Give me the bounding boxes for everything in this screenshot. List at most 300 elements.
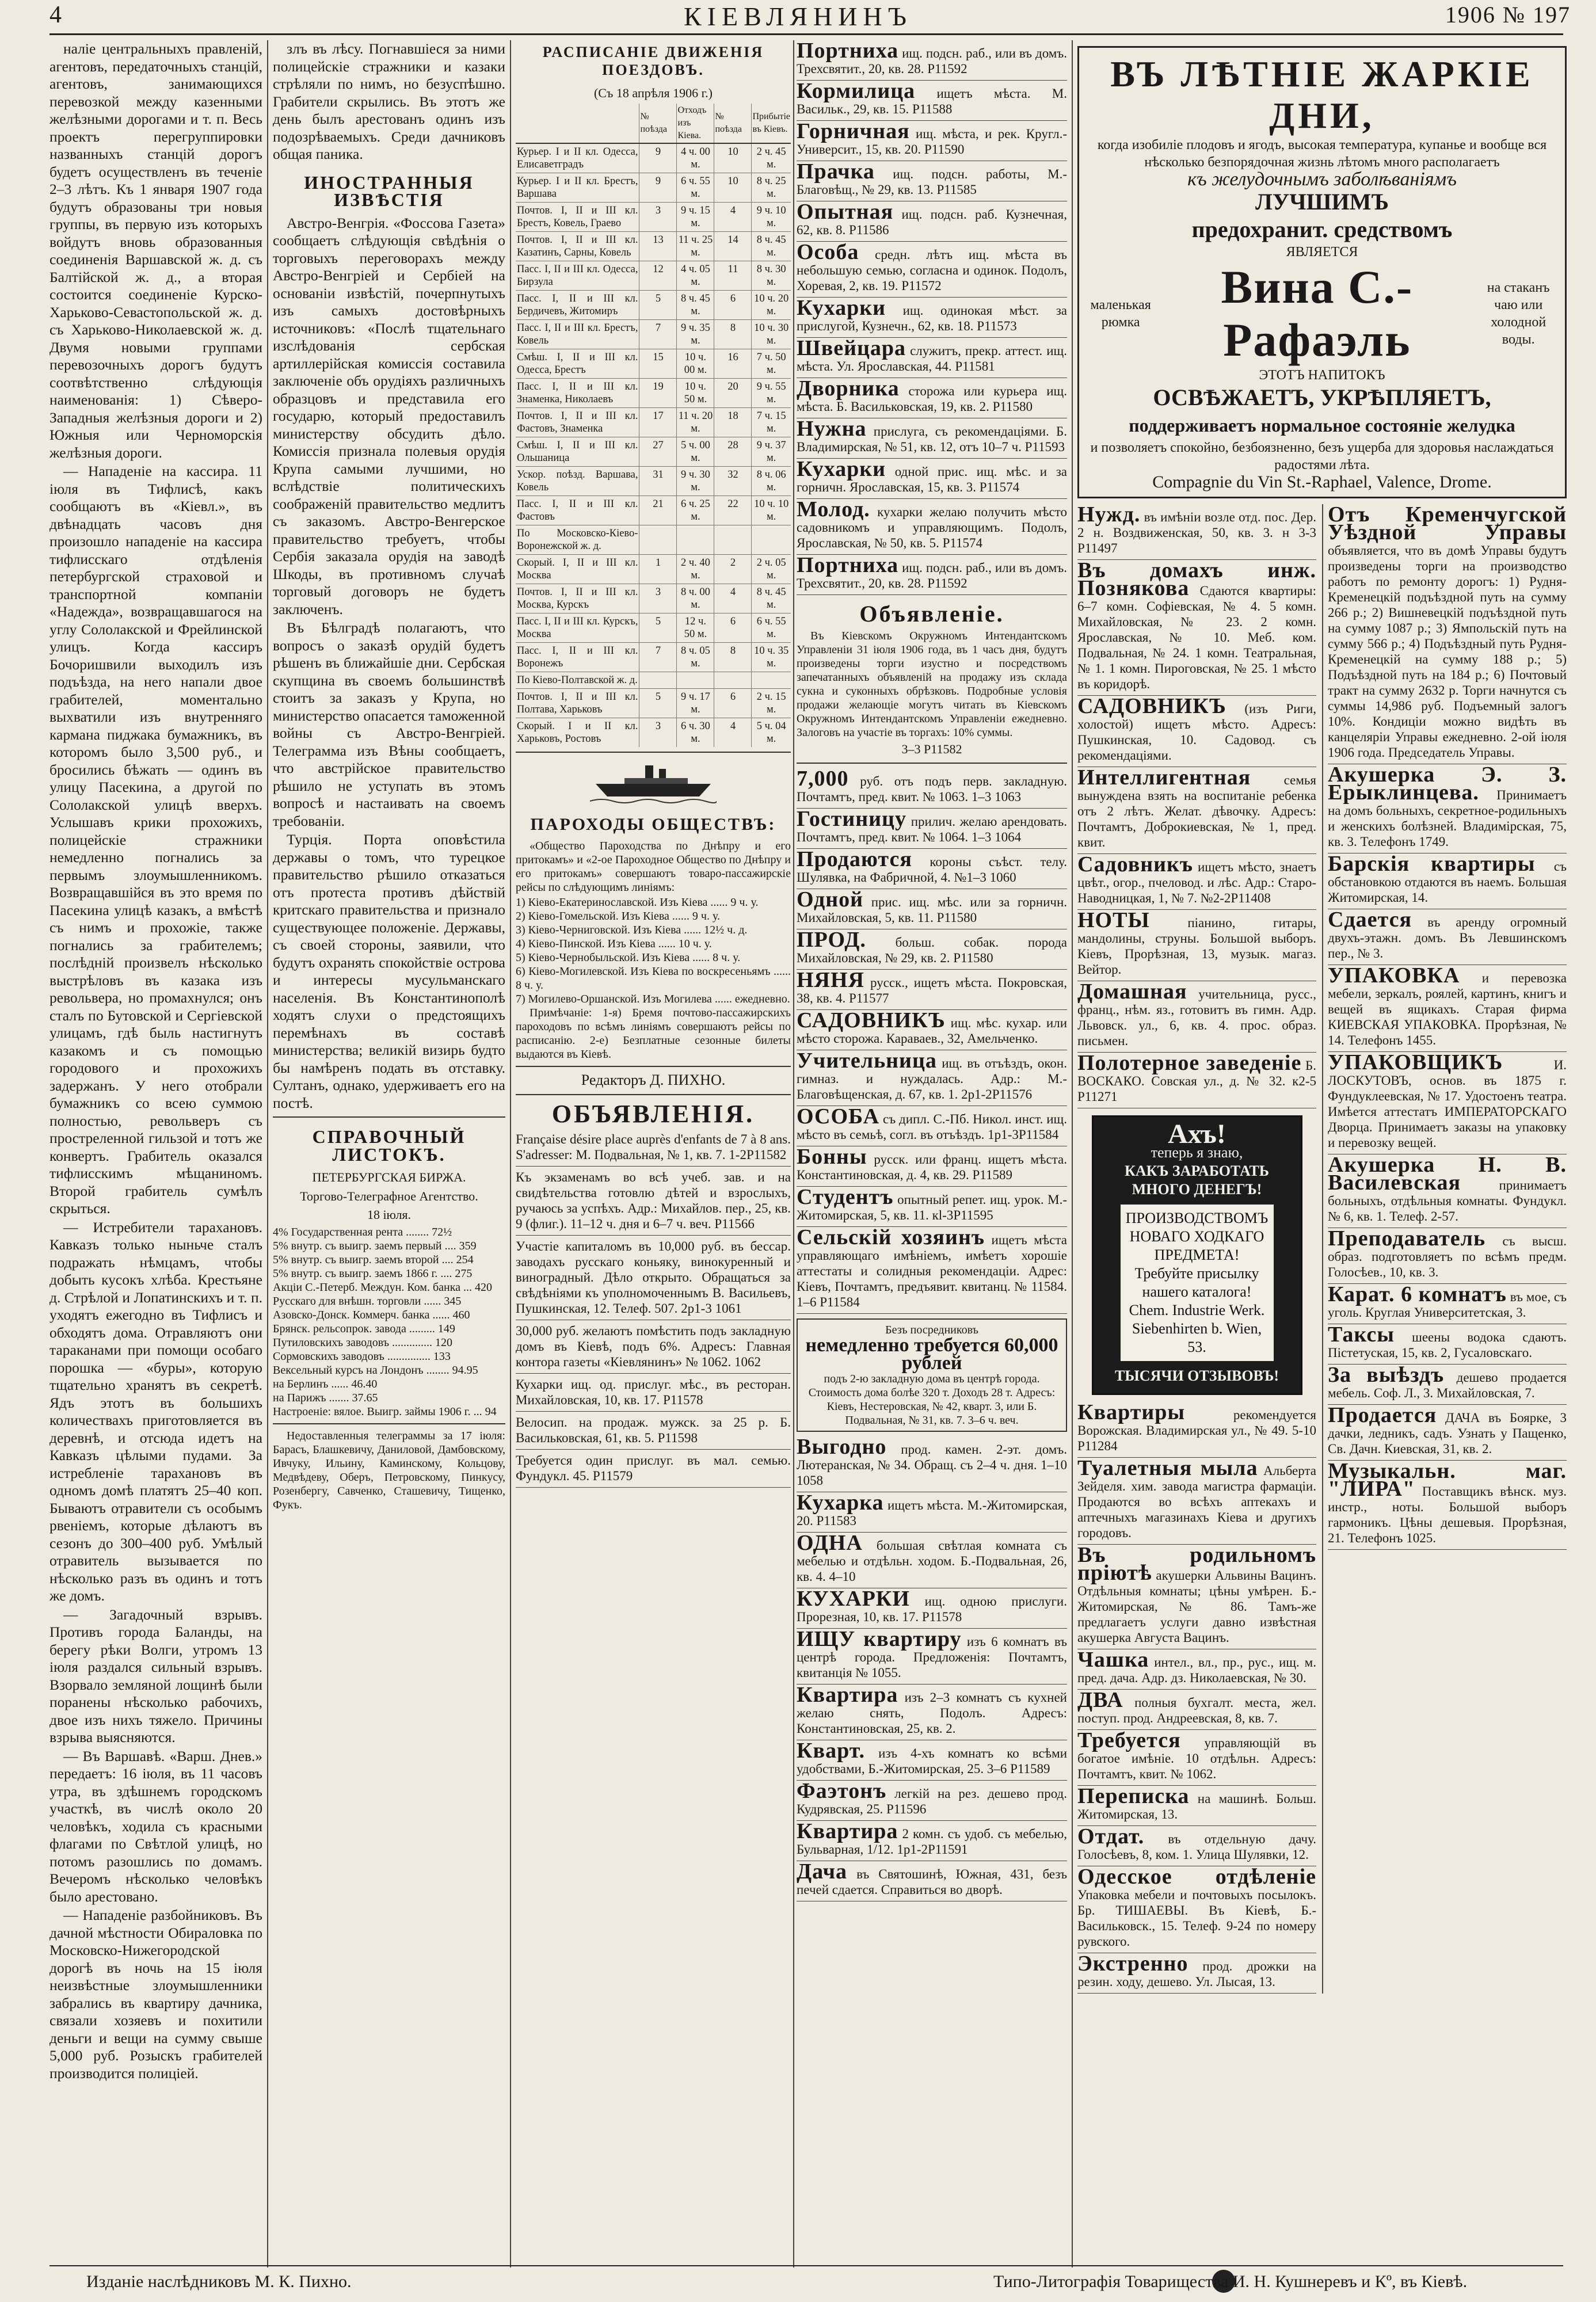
classified-ad bbox=[1077, 767, 1316, 854]
classified-ad bbox=[1077, 1458, 1316, 1545]
exchange-row: Акціи С.-Петерб. Междун. Ком. банка ... 420 bbox=[273, 1280, 492, 1294]
classified-ad bbox=[797, 161, 1067, 201]
ad-text: въ Святошинѣ, Южная, 431, безъ печей сдается. Справиться во дворѣ. bbox=[797, 1867, 1067, 1897]
divider bbox=[516, 1094, 791, 1095]
timetable-cell-dep: 11 ч. 25 м. bbox=[677, 231, 714, 261]
ad-text: піанино, гитары, мандолины, струны. Большой выборъ. Кіевъ, Прорѣзная, 13, музык. магаз. Вейтор. bbox=[1077, 916, 1316, 977]
ad-text: ищетъ мѣсто, знаетъ цвѣт., огор., пчеловод. и лѣс. Адр.: Старо-Наводницкая, 1, № 7. №2-2Р11408 bbox=[1077, 860, 1316, 905]
ad-heading: Интеллигентная bbox=[1077, 765, 1251, 790]
article-paragraph: — Нападеніе на кассира. 11 іюля въ Тифлисѣ, какъ сообщаютъ въ «Кіевл.», въ двѣнадцать часовъ дня произошло нападеніе на кассира тифлисскаго отдѣленія петербургской страховой и транспортной компаніи «Надежда», возвращавшагося на углу Сололакской и Фрейлинской улицъ. Когда кассиръ Бочоришвили выходилъ изъ подъѣзда, на него напали двое грабителей, моментально выхватили изъ внутренняго кармана пиджака бумажникъ, въ которомъ было 3,500 руб., и бросились бѣжать — одинъ въ улицу Пасекина, а другой по Сололакской улицѣ вверхъ. Услышавъ крики прохожихъ, полицейскіе стражники немедленно погнались за первымъ злоумышленникомъ. Возвращавшійся въ это время по Пасекина улицѣ казакъ, а вмѣстѣ съ нимъ и прохожіе, также погнались за грабителемъ; послѣдній произвелъ нѣсколько выстрѣловъ въ казака изъ револьвера, но промахнулся; онъ сталъ по Бутовской и Сергіевской улицамъ, гдѣ быль настигнутъ казакомъ и съ помощью городового и прохожихъ задержанъ. У него отобрали бумажникъ со всею суммою полностью, револьверъ съ простреленной гильзой и тотъ же конвертъ. Грабитель оказался тифлисскимъ мѣщаниномъ. Второй грабитель сумѣлъ скрыться. bbox=[49, 463, 262, 1217]
ad-heading: Преподаватель bbox=[1328, 1226, 1486, 1251]
ad-text: рекомендуется Ворожская. Владимирская ул., № 49. 5-10 Р11284 bbox=[1077, 1408, 1316, 1453]
ad-text: И. ЛОСКУТОВЪ, основ. въ 1875 г. Фундуклеевская, № 17. Удостоенъ театра. Имѣется аттестатъ ИМПЕРАТОРСКАГО Дворца. Принимаетъ заказы на упаковку и перевозку вещей. bbox=[1328, 1058, 1567, 1150]
timetable-cell-n2: 8 bbox=[714, 642, 752, 672]
timetable-cell-n2: 10 bbox=[714, 143, 752, 173]
loan-head: немедленно требуется 60,000 рублей bbox=[805, 1335, 1058, 1374]
divider bbox=[516, 1066, 791, 1067]
ad-heading: Въ домахъ инж. Позняковa bbox=[1077, 558, 1316, 600]
timetable-cell-n2: 20 bbox=[714, 378, 752, 407]
ad-heading: Дача bbox=[797, 1859, 848, 1884]
ad-heading: Сдается bbox=[1328, 908, 1412, 932]
ad-text: на машинѣ. Больш. Житомирская, 13. bbox=[1077, 1792, 1316, 1821]
publisher: Изданіе наслѣдниковъ М. К. Пихно. bbox=[86, 2272, 352, 2291]
timetable-cell-arr: 10 ч. 20 м. bbox=[752, 290, 791, 319]
timetable-cell-arr: 8 ч. 45 м. bbox=[752, 231, 791, 261]
article-paragraph: — Въ Варшавѣ. «Варш. Днев.» передаетъ: 16 іюля, въ 11 часовъ утра, въ здѣшнемъ городскомъ участкѣ, въ числѣ около 20 человѣкъ, ходила съ красными флагами по Свѣтлой улицѣ, но потомъ разошлись по домамъ. Вечеромъ нѣсколько человѣкъ было арестовано. bbox=[49, 1747, 262, 1905]
ad-text: 2 комн. съ удоб. съ мебелью, Бульварная, 1/12. 1р1-2Р11591 bbox=[797, 1827, 1067, 1857]
classified-ad bbox=[1077, 1866, 1316, 1953]
steamship-icon bbox=[590, 761, 717, 806]
loan-pre: Безъ посредниковъ bbox=[885, 1324, 978, 1336]
timetable-cell-n2 bbox=[714, 525, 752, 554]
ad-heading: КУХАРКИ bbox=[797, 1587, 910, 1611]
timetable-cell-n1: 7 bbox=[639, 642, 677, 672]
ad-heading: Въ родильномъ пріютѣ bbox=[1077, 1543, 1316, 1585]
ad-heading: 7,000 bbox=[797, 767, 849, 791]
ad-heading: Переписка bbox=[1077, 1784, 1190, 1808]
ad-text: изъ 6 комнатъ въ центрѣ города. Предложенія: Почтамтъ, квитанція № 1055. bbox=[797, 1634, 1067, 1680]
classified-ad bbox=[797, 298, 1067, 338]
article-paragraph: наліе центральныхъ правленій, агентовъ, передаточныхъ станцій, агентовъ, занимающихся перевозкой между казенными желѣзными дорогами и т. п. Весь проектъ перегруппировки названныхъ станцій дорогъ будетъ осуществленъ въ теченіе 2–3 лѣтъ. Къ 1 января 1907 года будутъ образованы три новыя группы, въ первую изъ которыхъ войдутъ вновь образованныя соединенія Варшавской ж. д. съ Балтійской ж. д., а вторая состоится соединеніе Курско-Харьково-Севастопольской ж. д. съ Харьково-Николаевской ж. д. Двумя новыми группами перевозочныхъ дорогъ будутъ соотвѣтственно слѣдующія наименованія: 1) Сѣверо-Западныя желѣзныя дороги и 2) Южныя или Черноморскія желѣзныя дороги. bbox=[49, 40, 262, 461]
ad-heading: ОСОБА bbox=[797, 1104, 880, 1129]
classified-ad bbox=[797, 889, 1067, 929]
timetable-cell-n2: 6 bbox=[714, 613, 752, 642]
timetable-cell-n2: 32 bbox=[714, 466, 752, 496]
ad-text: ищ. подсн. работы, М.-Благовѣщ., № 29, кв. 13. Р11585 bbox=[797, 167, 1067, 197]
timetable-cell-arr: 5 ч. 04 м. bbox=[752, 718, 791, 747]
column-divider bbox=[267, 40, 268, 2267]
exchange-rows bbox=[273, 1225, 505, 1419]
timetable-cell-n2: 4 bbox=[714, 718, 752, 747]
wine-text: и позволяетъ спокойно, безбоязненно, безъ ущерба для здоровья наслаждаться радостями лѣта. bbox=[1090, 440, 1554, 472]
ad-text: изъ 2–3 комнатъ съ кухней желаю снять, Подолъ. Адресъ: Константиновская, 25, кв. 2. bbox=[797, 1690, 1067, 1736]
ad-text: въ аренду огромный двухъ-этажн. домъ. Въ Левшинскомъ пер., № 3. bbox=[1328, 915, 1567, 961]
ad-headline: Ахъ! bbox=[1168, 1119, 1226, 1149]
timetable-row bbox=[516, 290, 791, 319]
ad-heading: Одесское отдѣленіе bbox=[1077, 1865, 1316, 1889]
ad-text: съ высш. образ. подготовляетъ по всѣмъ предм. Голосѣев., 10, кв. 3. bbox=[1328, 1234, 1567, 1279]
classified-ad bbox=[1077, 981, 1316, 1053]
classified-ad bbox=[1077, 910, 1316, 981]
ad-text: акушерки Альвины Вацинъ. Отдѣльныя комнаты; цѣны умѣрен. Б.-Житомирская, № 86. Тамъ-же предлагаетъ услуги давно извѣстная акушерка Августа Вацинъ. bbox=[1077, 1568, 1317, 1645]
ad-text: съ дипл. С.-Пб. Никол. инст. ищ. мѣсто въ семьѣ, согл. въ отъѣздъ. 1р1-3Р11584 bbox=[797, 1112, 1067, 1142]
timetable-row bbox=[516, 349, 791, 378]
timetable-cell-n1: 15 bbox=[639, 349, 677, 378]
ad-text: Принимаетъ на домъ больныхъ, секретное-родильныхъ и женскихъ болѣзней. Владимірская, 75, кв. 3. Телефонъ 1749. bbox=[1328, 788, 1567, 849]
column-5-right bbox=[1322, 504, 1567, 1994]
ad-heading: ПРОД. bbox=[797, 928, 866, 952]
timetable-cell-dep bbox=[677, 525, 714, 554]
ad-heading: Акушерка Э. З. Ерыклинцева. bbox=[1328, 763, 1567, 805]
ad-heading: Таксы bbox=[1328, 1322, 1395, 1347]
steamer-line: 5) Кіево-Чернобыльской. Изъ Кіева ...... 8 ч. у. bbox=[516, 951, 741, 964]
timetable-cell-name: Курьер. I и II кл. Брестъ, Варшава bbox=[516, 173, 639, 202]
printer: Типо-Литографія Товарищества И. Н. Кушнеревъ и Кº, въ Кіевѣ. bbox=[993, 2272, 1468, 2291]
ad-text: ищ. въ отъѣздъ, окон. гимназ. и нуждалась. Адр.: М.-Благовѣщенская, д. 67, кв. 1. 2р1-2Р11576 bbox=[797, 1056, 1067, 1102]
directory-title: СПРАВОЧНЫЙ ЛИСТОКЪ. bbox=[312, 1126, 466, 1165]
page-number: 4 bbox=[49, 2, 62, 28]
classified-ad bbox=[1328, 1284, 1567, 1324]
classified-ad bbox=[797, 1010, 1067, 1050]
steamers-intro: «Общество Пароходства по Днѣпру и его притокамъ» и «2-ое Пароходное Общество по Днѣпру и его притокамъ» совершаютъ товаро-пассажирскіе рейсы по слѣдующимъ линіямъ: bbox=[516, 840, 791, 894]
classified-ad bbox=[797, 1492, 1067, 1533]
timetable-row bbox=[516, 407, 791, 437]
ad-text: управляющій въ богатое имѣніе. 10 отдѣльн. Адресъ: Почтамтъ, квит. № 1062. bbox=[1077, 1736, 1317, 1781]
classified-ad bbox=[797, 40, 1067, 81]
classified-ad bbox=[797, 768, 1067, 809]
classified-ad bbox=[797, 1684, 1067, 1740]
ad-heading: ДВА bbox=[1077, 1688, 1123, 1712]
classified-ad: Велосип. на продаж. мужск. за 25 р. Б. Васильковская, 61, кв. 5. Р11598 bbox=[516, 1412, 791, 1450]
ad-text: Б. ВОСКАКО. Совская ул., д. № 32. к2-5 Р11271 bbox=[1077, 1058, 1316, 1104]
exchange-row: Вексельный курсъ на Лондонъ ........ 94.95 bbox=[273, 1363, 478, 1377]
exchange-row: Настроеніе: вялое. Выигр. займы 1906 г. ... 94 bbox=[273, 1405, 497, 1418]
classified-ad bbox=[1328, 965, 1567, 1052]
timetable-cell-dep bbox=[677, 672, 714, 688]
classified-ad bbox=[797, 1227, 1067, 1314]
classified-ad bbox=[797, 849, 1067, 889]
timetable-cell-n2: 6 bbox=[714, 290, 752, 319]
ad-heading: Полотерное заведеніе bbox=[1077, 1051, 1302, 1075]
telegram-note: Недоставленныя телеграммы за 17 іюля: Барасъ, Блашкевичу, Даниловой, Дамбовскому, Ивчуку, Ильину, Каминскому, Кольцову, Медвѣдеву, Оберъ, Петровскому, Пинкусу, Розенбергу, Савченко, Сташевичу, Тищенко, Фукъ. bbox=[273, 1429, 505, 1511]
ad-heading: Квартиры bbox=[1077, 1400, 1186, 1424]
steamer-line: 4) Кіево-Пинской. Изъ Кіева ...... 10 ч. у. bbox=[516, 937, 712, 950]
classified-ad bbox=[1077, 1953, 1316, 1994]
classified-ad bbox=[797, 378, 1067, 418]
classified-ad bbox=[1328, 1228, 1567, 1284]
timetable-cell-name: По Московско-Кіево-Воронежской ж. д. bbox=[516, 525, 639, 554]
article-paragraph: — Нападеніе разбойниковъ. Въ дачной мѣстности Обираловка по Московско-Нижегородской дорогѣ въ ночь на 15 іюля неизвѣстные злоумышленники забрались въ квартиру дачника, связали хозяевъ и похитили деньги и вещи на сумму свыше 5,000 руб. Розыскъ грабителей производится полиціей. bbox=[49, 1907, 262, 2082]
timetable-cell-dep: 6 ч. 55 м. bbox=[677, 173, 714, 202]
column-divider bbox=[793, 40, 794, 2267]
exchange-row: 5% внутр. съ выигр. заемъ первый .... 359 bbox=[273, 1239, 477, 1252]
classified-ad bbox=[797, 555, 1067, 595]
newspaper-title: КІЕВЛЯНИНЪ bbox=[683, 2, 913, 31]
ad-heading: Выгодно bbox=[797, 1435, 887, 1459]
footer-rule bbox=[49, 2265, 1563, 2266]
column-5-left bbox=[1077, 504, 1316, 1994]
timetable-row bbox=[516, 202, 791, 231]
section-heading-foreign-news: ИНОСТРАННЫЯ ИЗВѢСТІЯ bbox=[304, 171, 474, 210]
wine-side-note: маленькая рюмка bbox=[1090, 298, 1151, 330]
classified-ad: Française désire place auprès d'enfants de 7 à 8 ans. S'adresser: М. Подвальная, № 1, кв. 7. 1-2Р11582 bbox=[516, 1129, 791, 1167]
ad-heading: Швейцара bbox=[797, 336, 906, 360]
ad-heading: Квартира bbox=[797, 1683, 898, 1707]
classified-ad bbox=[1328, 853, 1567, 909]
divider bbox=[516, 752, 791, 753]
classified-ad bbox=[797, 499, 1067, 555]
timetable-cell-n1: 27 bbox=[639, 437, 677, 466]
classified-ad bbox=[1077, 1826, 1316, 1866]
article-paragraph: Въ Бѣлградѣ полагаютъ, что вопросъ о заказѣ орудій будетъ рѣшенъ въ ближайшіе дни. Сербская скупщина въ своемъ большинствѣ стоитъ за заказъ у Крупа, но министерство опасается таможенной войны съ Австро-Венгріей. Телеграмма изъ Вѣны сообщаетъ, что австрійское правительство рѣшило не уступать въ этомъ вопросѣ и настаивать на своемъ требованіи. bbox=[273, 619, 505, 829]
ad-text: интел., вл., пр., рус., ищ. м. пред. дача. Адр. дз. Николаевская, № 30. bbox=[1077, 1655, 1316, 1685]
exchange-row: Русскаго для внѣшн. торговли ...... 345 bbox=[273, 1294, 462, 1308]
timetable-row bbox=[516, 554, 791, 584]
classified-ad bbox=[1077, 1545, 1316, 1649]
ad-text: изъ 4-хъ комнатъ ко всѣми удобствами, Б.-Житомирская, 25. 3–6 Р11589 bbox=[797, 1746, 1067, 1776]
timetable-row bbox=[516, 672, 791, 688]
ad-heading: НЯНЯ bbox=[797, 968, 864, 992]
steamers-title: ПАРОХОДЫ ОБЩЕСТВЪ: bbox=[530, 814, 776, 834]
chemical-works-ad bbox=[1092, 1115, 1302, 1395]
classified-ad bbox=[1328, 1405, 1567, 1461]
column-divider bbox=[510, 40, 511, 2267]
ad-text: ТЫСЯЧИ ОТЗЫВОВЪ! bbox=[1114, 1367, 1279, 1384]
timetable-row bbox=[516, 525, 791, 554]
ad-heading: Прачка bbox=[797, 159, 875, 184]
timetable-row bbox=[516, 378, 791, 407]
masthead bbox=[0, 0, 1596, 37]
column-4 bbox=[797, 40, 1067, 2267]
timetable-cell-arr: 9 ч. 37 м. bbox=[752, 437, 791, 466]
ad-heading: Продаются bbox=[797, 847, 912, 871]
classified-ad bbox=[797, 1146, 1067, 1187]
timetable-cell-name: Пасс. I, II и III кл. Воронежъ bbox=[516, 642, 639, 672]
classified-ad bbox=[797, 418, 1067, 459]
timetable-cell-dep: 9 ч. 17 м. bbox=[677, 688, 714, 718]
timetable-cell-name: Пасс. I, II и III кл. Бердичевъ, Житомиръ bbox=[516, 290, 639, 319]
ad-heading: Карат. 6 комнатъ bbox=[1328, 1282, 1507, 1306]
ad-heading: Требуется bbox=[1077, 1728, 1181, 1752]
classified-ad bbox=[1077, 854, 1316, 910]
ad-heading: Гостиницу bbox=[797, 807, 906, 831]
ad-text: Упаковка мебели и почтовыхъ посылокъ. Бр. ТИШАЕВЫ. Въ Кіевѣ, Б.-Васильковск., 15. Телеф. 9-24 по номеру рувского. bbox=[1077, 1888, 1316, 1949]
wine-text: предохранит. средствомъ bbox=[1191, 216, 1453, 242]
exchange-row: 4% Государственная рента ........ 72½ bbox=[273, 1225, 452, 1238]
timetable-cell-dep: 6 ч. 30 м. bbox=[677, 718, 714, 747]
classified-ad bbox=[797, 1821, 1067, 1861]
timetable-cell-dep: 8 ч. 45 м. bbox=[677, 290, 714, 319]
ad-text: Сдаются квартиры: 6–7 комн. Софіевская, № 4. 5 комн. Михайловская, № 23. 2 комн. Ярославская, № 10. Меб. ком. Подвальная, № 24. 1 комн. Театральная, № 1. 1 комн. Пироговская, № 25. 1 мѣсто въ коридорѣ. bbox=[1077, 584, 1316, 691]
ad-heading: САДОВНИКЪ bbox=[1077, 694, 1226, 718]
classified-ad bbox=[797, 1533, 1067, 1588]
ad-text: (изъ Риги, холостой) ищетъ мѣсто. Адресъ: Пушкинская, 10. Садовод. съ рекомендаціями. bbox=[1077, 702, 1316, 763]
timetable-cell-dep: 9 ч. 15 м. bbox=[677, 202, 714, 231]
timetable-cell-dep: 6 ч. 25 м. bbox=[677, 496, 714, 525]
classified-ad: Кухарки ищ. од. прислуг. мѣс., въ ресторан. Михайловская, 10, кв. 17. Р11578 bbox=[516, 1374, 791, 1412]
classified-ad bbox=[797, 970, 1067, 1010]
ad-text: сторожа или курьера ищ. мѣста. Б. Васильковская, 19, кв. 2. Р11580 bbox=[797, 384, 1067, 414]
timetable-cell-arr: 10 ч. 10 м. bbox=[752, 496, 791, 525]
timetable-cell-arr bbox=[752, 525, 791, 554]
ad-text: съ обстановкою отдаются въ наемъ. Большая Житомирская, 14. bbox=[1328, 859, 1567, 905]
agency-name: Торгово-Телеграфное Агентство. bbox=[300, 1188, 478, 1203]
ad-text: ищ. одинокая мѣст. за прислугой, Кузнечн., 62, кв. 18. Р11573 bbox=[797, 303, 1067, 333]
classified-ad bbox=[1328, 1365, 1567, 1405]
wine-headline: ВЪ ЛѢТНІЕ ЖАРКІЕ ДНИ, bbox=[1110, 54, 1534, 136]
ads-title: ОБЪЯВЛЕНІЯ. bbox=[551, 1099, 755, 1128]
timetable-cell-name: Скорый. I и II кл. Харьковъ, Ростовъ bbox=[516, 718, 639, 747]
divider bbox=[797, 763, 1067, 764]
timetable-cell-n1: 17 bbox=[639, 407, 677, 437]
ad-text: КАКЪ ЗАРАБОТАТЬ МНОГО ДЕНЕГЪ! bbox=[1124, 1163, 1269, 1198]
timetable-cell-dep: 11 ч. 20 м. bbox=[677, 407, 714, 437]
ad-text: семья вынуждена взять на воспитаніе ребенка отъ 2 лѣтъ. Желат. дѣвочку. Адресъ: Почтамтъ, Доброкиевская, № 1, пред. квит. bbox=[1077, 773, 1316, 849]
ad-text: прод. камен. 2-эт. домъ. Лютеранская, № 34. Обращ. съ 2–4 ч. дня. 1–10 1058 bbox=[797, 1442, 1067, 1488]
timetable-cell-dep: 2 ч. 40 м. bbox=[677, 554, 714, 584]
divider bbox=[273, 1116, 505, 1118]
steamer-line: 2) Кіево-Гомельской. Изъ Кіева ...... 9 ч. у. bbox=[516, 910, 720, 923]
ad-heading: Акушерка Н. В. Василевская bbox=[1328, 1153, 1567, 1195]
wine-text: ЛУЧШИМЪ bbox=[1255, 189, 1389, 215]
ad-heading: Экстренно bbox=[1077, 1952, 1189, 1976]
timetable-cell-n2: 2 bbox=[714, 554, 752, 584]
timetable-cell-name: Курьер. I и II кл. Одесса, Елисаветградъ bbox=[516, 143, 639, 173]
ad-text: въ мое, съ уголь. Круглая Университетская, 3. bbox=[1328, 1290, 1567, 1320]
timetable-cell-n1: 5 bbox=[639, 688, 677, 718]
ad-text: ищетъ мѣста. М.-Житомирская, 20. Р11583 bbox=[797, 1498, 1067, 1528]
steamer-line: 1) Кіево-Екатеринославской. Изъ Кіева ...... 9 ч. у. bbox=[516, 896, 759, 909]
ad-heading: Садовникъ bbox=[1077, 852, 1194, 876]
wine-text: ОСВѢЖАЕТЪ, УКРѢПЛЯЕТЪ, bbox=[1153, 384, 1491, 410]
ad-heading: Барскія квартиры bbox=[1328, 852, 1536, 876]
classified-ad bbox=[1077, 1649, 1316, 1690]
column-divider bbox=[1072, 40, 1073, 2267]
timetable-cell-n1: 5 bbox=[639, 613, 677, 642]
ad-text: больш. собак. порода Михайловская, № 29, кв. 2. Р11580 bbox=[797, 935, 1067, 965]
divider bbox=[273, 1423, 505, 1424]
timetable-cell-n1: 9 bbox=[639, 173, 677, 202]
timetable-cell-name: Почтов. I, II и III кл. Брестъ, Ковель, Граево bbox=[516, 202, 639, 231]
timetable-row bbox=[516, 718, 791, 747]
timetable-cell-n2: 18 bbox=[714, 407, 752, 437]
timetable-cell-n2: 22 bbox=[714, 496, 752, 525]
timetable-cell-dep: 4 ч. 00 м. bbox=[677, 143, 714, 173]
ad-text: ищ. подсн. раб., или въ домъ. Трехсвятит., 20, кв. 28. Р11592 bbox=[797, 46, 1067, 76]
classified-ad bbox=[797, 1629, 1067, 1684]
ad-heading: Чашка bbox=[1077, 1648, 1149, 1672]
column-5 bbox=[1077, 40, 1567, 2267]
ad-heading: Молод. bbox=[797, 497, 870, 521]
ad-text: ищ. одною прислуги. Прорезная, 10, кв. 17. Р11578 bbox=[797, 1594, 1067, 1624]
ad-heading: Кухарки bbox=[797, 457, 886, 481]
ad-text: короны съѣст. телу. Шулявка, на Фабричной, 4. №1–3 1060 bbox=[797, 855, 1067, 885]
ad-heading: Горничная bbox=[797, 119, 910, 143]
classified-ad bbox=[1077, 1786, 1316, 1826]
ad-text: ДАЧА въ Боярке, 3 дачки, ледникъ, садъ. Узнать у Пащенко, Св. Дачн. Киевская, 31, кв. 2. bbox=[1328, 1411, 1567, 1456]
timetable-subtitle: (Съ 18 апрѣля 1906 г.) bbox=[593, 86, 713, 100]
article-paragraph: Австро-Венгрія. «Фоссова Газета» сообщаетъ слѣдующія свѣдѣнія о торговыхъ переговорахъ между Австро-Венгріей и Сербіей на основаніи извѣстій, почерпнутыхъ изъ самыхъ достовѣрныхъ источниковъ: «Послѣ тщательнаго изслѣдованія сербская артиллерійская комиссія составила заключеніе объ орудіяхъ различныхъ образцовъ и представила его государю, который предоставилъ министерству обсудить дѣло. Комиссія признала полевыя орудія Крупа самыми лучшими, но вслѣдствіе политическихъ соображеній правительство медлитъ съ заказомъ. Австро-Венгерское правительство требуетъ, чтобы Сербія заказала орудія на заводѣ Шкоды, въ противномъ случаѣ торговый договоръ не будетъ заключенъ. bbox=[273, 214, 505, 618]
ad-text: прис. ищ. мѣс. или за горничн. Михайловская, 5, кв. 11. Р11580 bbox=[797, 895, 1067, 925]
timetable-cell-name: Почтов. I, II и III кл. Полтава, Харьковъ bbox=[516, 688, 639, 718]
ad-heading: Кварт. bbox=[797, 1739, 866, 1763]
exchange-row: 5% внутр. съ выигр. заемъ 1866 г. .... 275 bbox=[273, 1267, 473, 1280]
ad-text: принимаетъ больныхъ, отдѣльныя комнаты. Фундукл. № 6, кв. 1. Телеф. 2-57. bbox=[1328, 1178, 1567, 1224]
ad-text: одной прис. ищ. мѣс. и за горничн. Ярославская, 15, кв. 3. Р11574 bbox=[797, 464, 1067, 494]
timetable-cell-n1: 3 bbox=[639, 202, 677, 231]
classified-ad bbox=[797, 1106, 1067, 1146]
ad-heading: Одной bbox=[797, 887, 864, 912]
ad-heading: Студентъ bbox=[797, 1185, 894, 1209]
ad-text: кухарки желаю получить мѣсто садовникомъ и управляющимъ. Подолъ, Ярославская, № 50, кв. 5. Р11574 bbox=[797, 505, 1067, 550]
timetable-cell-arr: 2 ч. 45 м. bbox=[752, 143, 791, 173]
ad-heading: Кухарки bbox=[797, 296, 886, 320]
timetable-cell-name: Ускор. поѣзд. Варшава, Ковель bbox=[516, 466, 639, 496]
wine-text: поддерживаетъ нормальное состояніе желудка bbox=[1129, 415, 1515, 436]
exchange-row: Брянск. рельсопрок. завода ......... 149 bbox=[273, 1322, 455, 1335]
classified-ad bbox=[797, 1740, 1067, 1781]
timetable-row bbox=[516, 584, 791, 613]
ad-text: шеены водока сдаютъ. Пістетуская, 15, кв. 2, Гусаловскаго. bbox=[1328, 1330, 1567, 1360]
ad-text: легкій на рез. дешево прод. Кудрявская, 25. Р11596 bbox=[797, 1786, 1067, 1816]
exchange-row: Сормовскихъ заводовъ ............... 133 bbox=[273, 1350, 451, 1363]
timetable-row bbox=[516, 261, 791, 290]
ad-text: въ отдельную дачу. Голосѣевъ, 8, ком. 1. Улица Шулявки, 12. bbox=[1077, 1832, 1317, 1862]
editor-line: Редакторъ Д. ПИХНО. bbox=[581, 1072, 726, 1088]
timetable-row bbox=[516, 466, 791, 496]
announcement-text: Въ Кіевскомъ Окружномъ Интендантскомъ Управленіи 31 іюля 1906 года, въ 1 часъ дня, будутъ произведены торги изустно и посредствомъ запечатанныхъ объявленій на продажу изъ склада сукна и суконныхъ обрѣзковъ. Подробные условія продажи желающіе могутъ читать въ Кіевскомъ Окружномъ Интендантскомъ Управленіи ежедневно. Залоговъ на участіе въ торгахъ: 10% суммы. bbox=[797, 629, 1067, 739]
ad-heading: НОТЫ bbox=[1077, 908, 1150, 932]
classified-ad bbox=[1328, 1324, 1567, 1365]
ad-text: ищ. подсн. раб. Кузнечная, 62, кв. 8. Р11586 bbox=[797, 207, 1067, 237]
timetable-row bbox=[516, 173, 791, 202]
timetable-cell-arr: 8 ч. 25 м. bbox=[752, 173, 791, 202]
timetable-cell-n1 bbox=[639, 672, 677, 688]
issue-number: 1906 № 197 bbox=[1445, 2, 1571, 28]
timetable-row bbox=[516, 437, 791, 466]
ad-heading: Фаэтонъ bbox=[797, 1779, 887, 1803]
header-train-no: № поѣзда bbox=[639, 104, 677, 143]
exchange-date: 18 іюля. bbox=[367, 1207, 412, 1222]
ad-text: ищ. мѣс. кухар. или мѣсто сторожа. Караваев., 32, Амельченко. bbox=[797, 1016, 1067, 1046]
timetable-cell-arr: 2 ч. 05 м. bbox=[752, 554, 791, 584]
ad-text: объявляется, что въ домѣ Управы будутъ произведены торги на производство работъ по ремонту дорогъ: 1) Рудня-Кременецкій подъѣздной путь на сумму 266 р.; 2) Вишневецкій подъѣздной путь на сумму 1087 р.; 3) Ямпольскій путь на сумму 566 р.; 4) Подъѣздный путь Рудня-Кременецкій на сумму 188 р.; 5) Подъѣздной путь на 184 р.; 6) Почтовый тракт на сумму 2632 р. Торги начнутся съ суммы 14,986 руб. Подъемный залогъ 10%. Кондиціи можно видѣть въ канцеляріи Управы ежедневно. 2-ой іюля 1906 года. Председатель Управы. bbox=[1328, 543, 1567, 760]
ad-text: прислуга, съ рекомендаціями. Б. Владимирская, № 51, кв. 12, отъ 10–7 ч. Р11593 bbox=[797, 424, 1067, 454]
classified-ad bbox=[1077, 696, 1316, 767]
loan-text: подъ 2-ю закладную дома въ центрѣ города. Стоимость дома болѣе 320 т. Доходъ 28 т. Адресъ: Кіевъ, Нестеровская, № 42, кварт. 3, или Б. Подвальная, № 31, кв. 7. 3–6 ч. веч. bbox=[808, 1373, 1056, 1427]
timetable-row bbox=[516, 143, 791, 173]
timetable-cell-n1: 1 bbox=[639, 554, 677, 584]
ad-heading: Дворника bbox=[797, 376, 900, 401]
timetable-cell-n1: 19 bbox=[639, 378, 677, 407]
timetable-cell-dep: 8 ч. 00 м. bbox=[677, 584, 714, 613]
timetable-cell-arr: 2 ч. 15 м. bbox=[752, 688, 791, 718]
timetable-cell-n1 bbox=[639, 525, 677, 554]
ad-heading: Портниха bbox=[797, 553, 899, 577]
classified-ad bbox=[1077, 1730, 1316, 1786]
announcement-title: Объявленіе. bbox=[859, 601, 1004, 627]
column-1 bbox=[49, 40, 262, 2267]
train-timetable bbox=[516, 104, 791, 747]
exchange-title: ПЕТЕРБУРГСКАЯ БИРЖА. bbox=[312, 1170, 466, 1184]
ad-text: прилич. желаю арендовать. Почтамтъ, пред. квит. № 1064. 1–3 1064 bbox=[797, 814, 1067, 844]
article-paragraph: злъ въ лѣсу. Погнавшіеся за ними полицейскіе стражники и казаки стрѣляли по нимъ, но безуспѣшно. Грабители скрылись. Въ этотъ же день былъ арестованъ одинъ изъ подозрѣваемыхъ. Среди дачниковъ общая паника. bbox=[273, 40, 505, 162]
classified-ad bbox=[797, 1187, 1067, 1227]
classified-ad bbox=[1328, 504, 1567, 764]
ad-text: большая свѣтлая комната съ мебелью и отдѣльн. ходом. Б.-Подвальная, 26, кв. 4. 4–10 bbox=[797, 1538, 1067, 1584]
timetable-cell-dep: 9 ч. 30 м. bbox=[677, 466, 714, 496]
ad-heading: Кухарка bbox=[797, 1491, 884, 1515]
timetable-row bbox=[516, 613, 791, 642]
exchange-row: на Берлинъ ...... 46.40 bbox=[273, 1377, 378, 1390]
classified-ad bbox=[1077, 1053, 1316, 1108]
ad-text: служитъ, прекр. аттест. ищ. мѣста. Ул. Ярославская, 44. Р11581 bbox=[797, 344, 1067, 373]
ad-text: ищ. подсн. раб., или въ домъ. Трехсвятит., 20, кв. 28. Р11592 bbox=[797, 561, 1067, 590]
timetable-cell-n2: 8 bbox=[714, 319, 752, 349]
wine-text: къ желудочнымъ заболѣваніямъ bbox=[1187, 169, 1457, 190]
steamer-line: 3) Кіево-Черниговской. Изъ Кіева ...... 12½ ч. д. bbox=[516, 924, 748, 936]
classified-ad bbox=[797, 1436, 1067, 1492]
ad-text: Chem. Industrie Werk. Siebenhirten b. Wien, 53. bbox=[1129, 1302, 1265, 1355]
ad-heading: Домашная bbox=[1077, 980, 1187, 1004]
header-departure: Отходъ изъ Кіева. bbox=[677, 104, 714, 143]
classified-ad bbox=[797, 929, 1067, 970]
classified-ad: Участіе капиталомъ въ 10,000 руб. въ бессар. заводахъ русскаго коньяку, винокуренный и виноградный. Дѣло открыто. Обращаться за свѣдѣніями къ уполномоченнымъ В. Васильевъ, Пушкинская, 12. Телеф. 507. 2р1-3 1061 bbox=[516, 1236, 791, 1320]
timetable-cell-arr: 8 ч. 06 м. bbox=[752, 466, 791, 496]
exchange-row: на Парижъ ....... 37.65 bbox=[273, 1391, 378, 1404]
ad-text: русск., ищетъ мѣста. Покровская, 38, кв. 4. Р11577 bbox=[797, 975, 1067, 1005]
timetable-cell-n1: 31 bbox=[639, 466, 677, 496]
